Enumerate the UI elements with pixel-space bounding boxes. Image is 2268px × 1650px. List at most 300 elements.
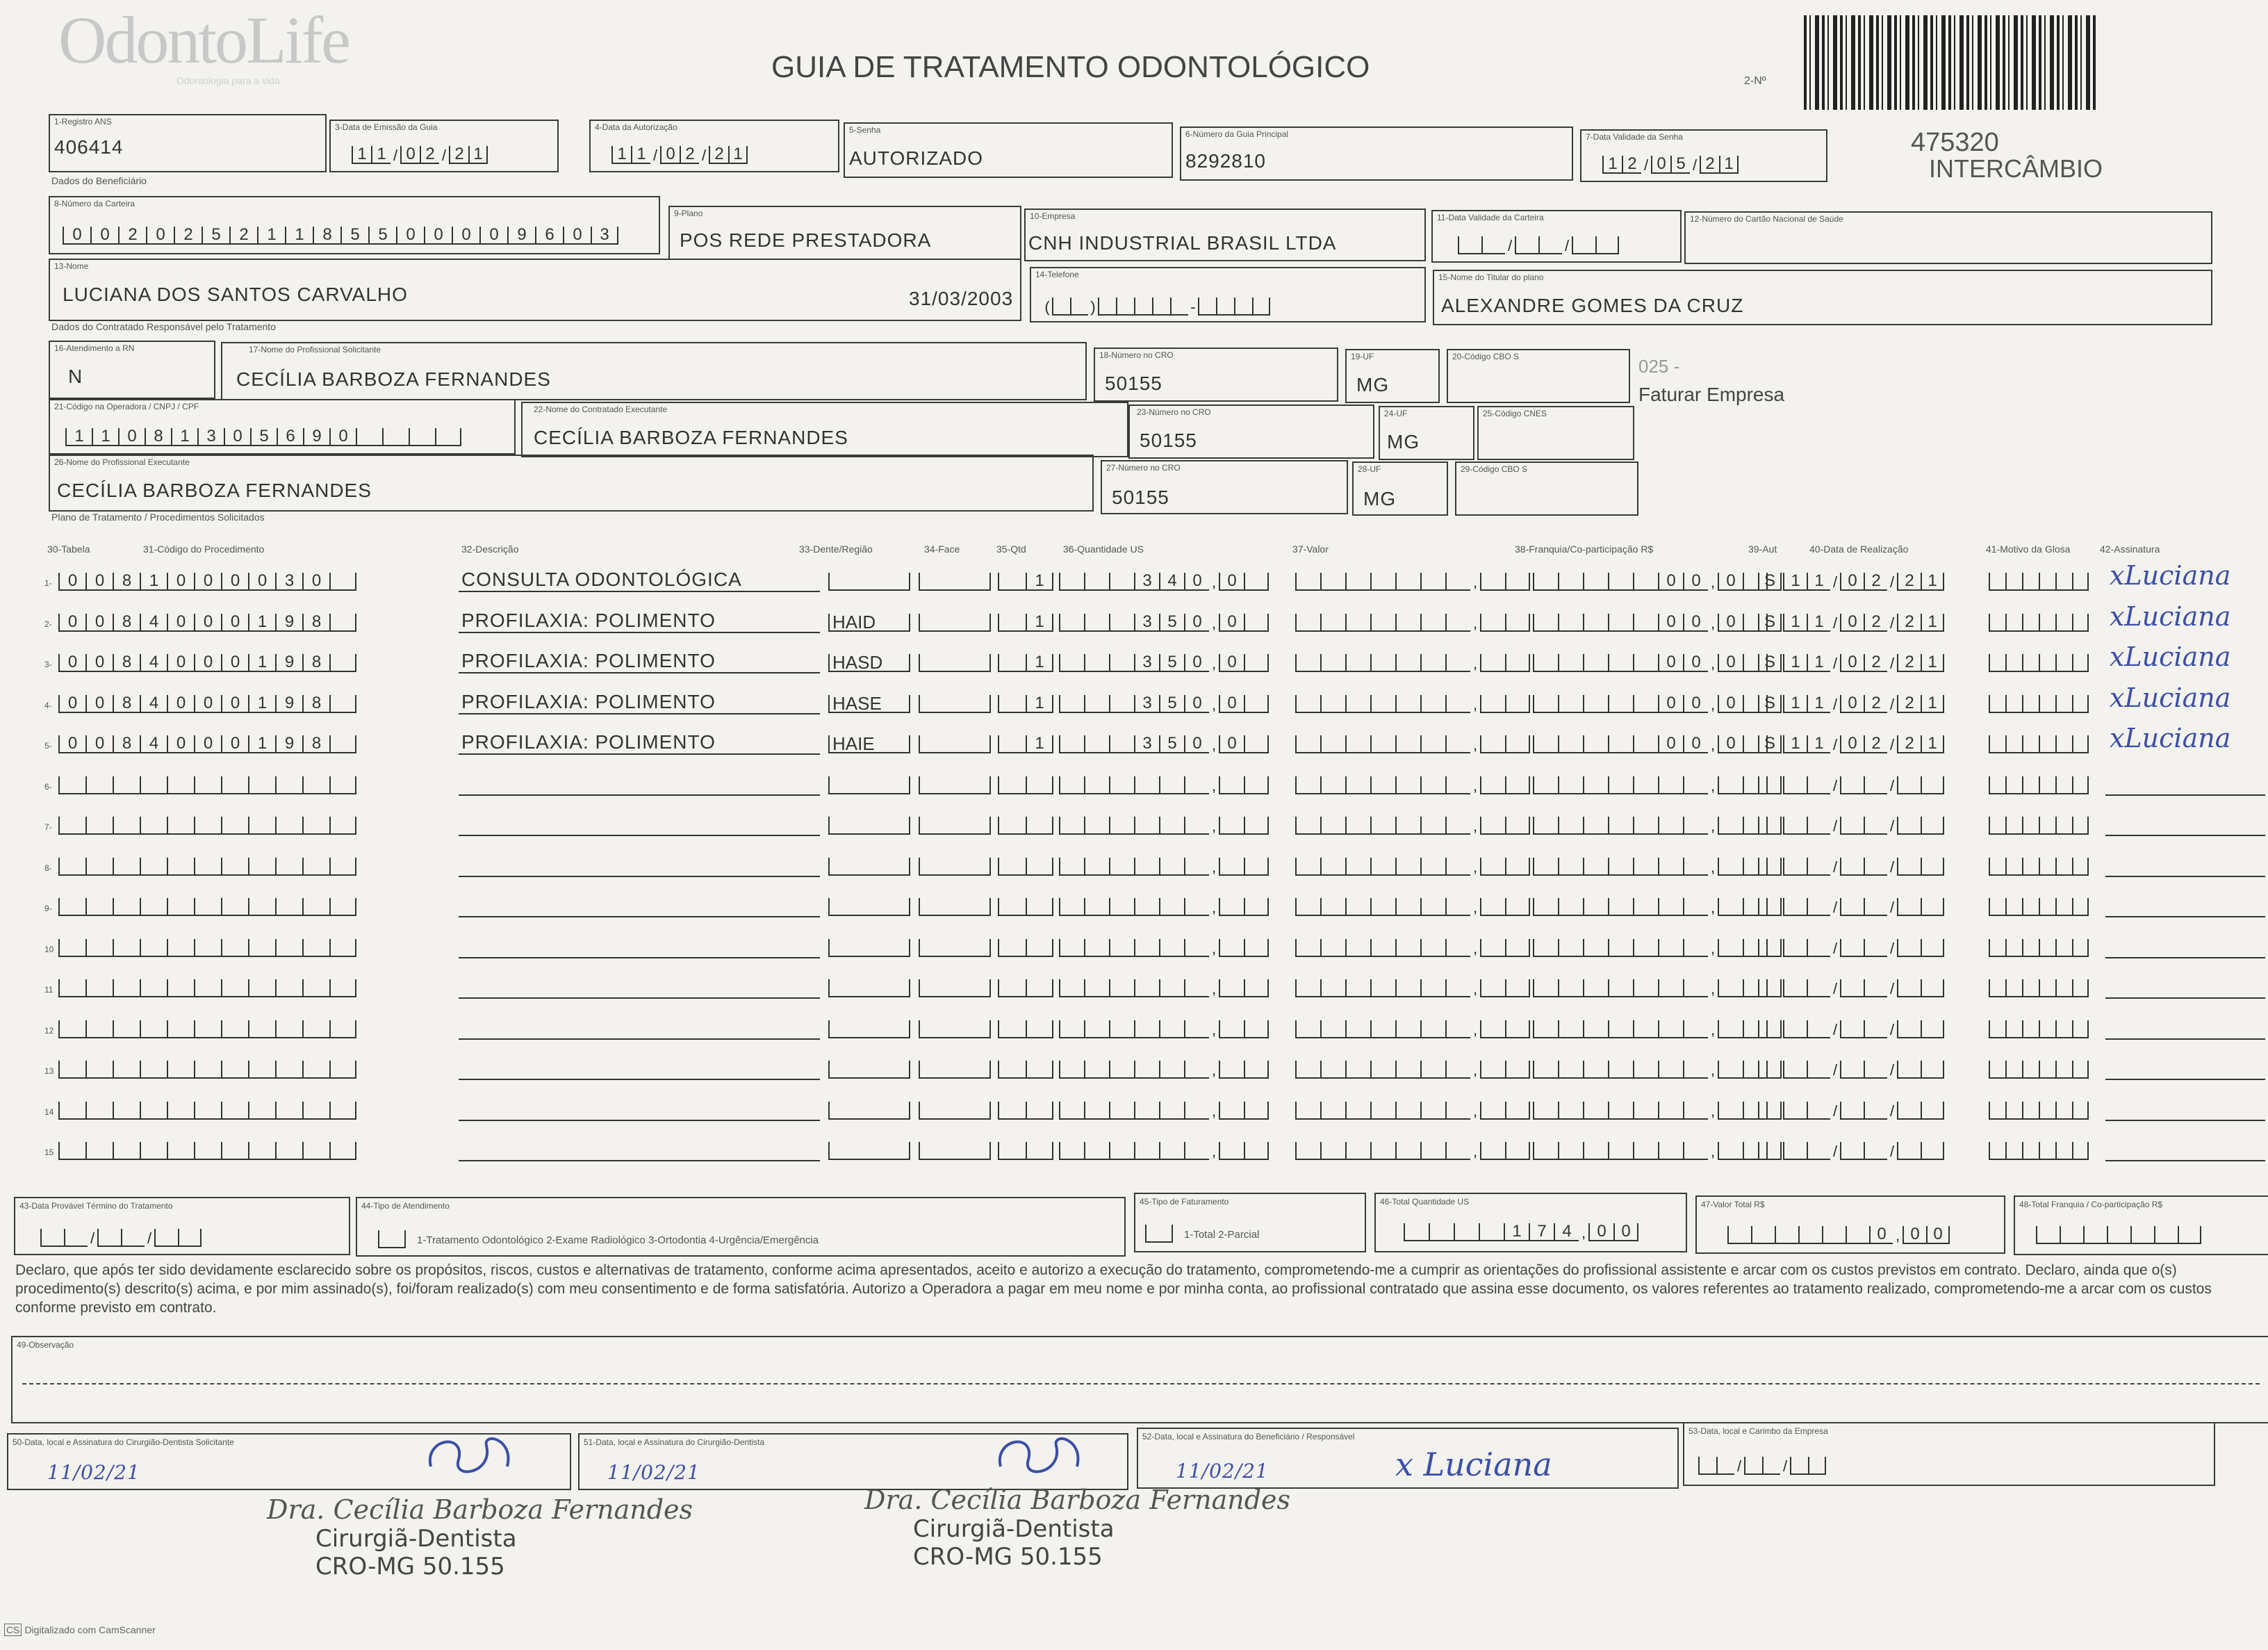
stamp-name: Dra. Cecília Barboza Fernandes [864,1485,1291,1515]
qty-cells [998,898,1053,916]
row-cell: 0 [194,614,221,632]
row-cell [221,858,248,876]
row-cell: 0 [1219,735,1244,753]
field-label: 49-Observação [17,1340,74,1350]
row-cell [194,1102,221,1120]
row-cell [1533,1142,1558,1160]
digit-cell: 0 [563,227,591,245]
row-cell: 1 [140,573,167,591]
row-cell [1059,654,1084,672]
date-cells: / / [40,1229,202,1247]
qty-us-cells: 3 4 0 , 0 [1059,573,1269,591]
row-cell [2055,735,2072,753]
row-cell [1370,1061,1395,1079]
row-number: 3- [44,660,52,669]
row-cell [1059,1142,1084,1160]
row-cell [113,1061,140,1079]
aut-cell [1758,1102,1782,1120]
row-cell [1084,898,1109,916]
row-cell: 0 [58,695,85,713]
row-cell [1295,573,1320,591]
row-cell: 1 [1026,654,1053,672]
row-cell [1084,1142,1109,1160]
row-cell [1633,776,1658,794]
row-cell [1445,1142,1470,1160]
date-cells: 1 1 / 0 2 / 2 1 [611,146,748,164]
row-cell [1184,1061,1209,1079]
field-45-tipo-faturamento [1134,1193,1366,1252]
franquia-cells: , [1533,1061,1768,1079]
row-cell [2039,898,2055,916]
row-cell [1505,735,1530,753]
row-cell [1921,939,1944,957]
row-cell [1370,1142,1395,1160]
row-cell [1395,735,1420,753]
row-cell [1420,573,1445,591]
row-cell [1505,1061,1530,1079]
field-label: 11-Data Validade da Carteira [1437,213,1544,222]
row-cell [1989,898,2005,916]
field-46-total-us [1374,1193,1687,1252]
qty-cells [998,776,1053,794]
row-cell: 0 [1184,614,1209,632]
value-cells: , [1295,695,1530,713]
table-row [0,926,2268,967]
row-cell [2072,735,2089,753]
qty-us-cells: , [1059,1142,1269,1160]
digit-cell: 3 [197,428,224,446]
row-cell [2072,573,2089,591]
date-cells: / / [1783,898,1944,916]
row-cell: 0 [1840,654,1864,672]
row-cell [1505,654,1530,672]
row-cell [1059,898,1084,916]
row-cell: 0 [1683,735,1708,753]
row-cell [1026,1020,1053,1038]
row-cell [1320,858,1345,876]
total-digit: 4 [1554,1223,1579,1241]
row-cell [1897,1102,1921,1120]
row-cell [1109,735,1134,753]
row-cell [1683,1102,1708,1120]
row-cell: 0 [58,573,85,591]
row-cell: 8 [302,695,329,713]
col-qtd: 35-Qtd [996,544,1026,555]
row-cell [1320,776,1345,794]
row-cell [2039,654,2055,672]
aut-cell [1758,858,1782,876]
row-cell [1109,858,1134,876]
row-cell [1533,939,1558,957]
row-cell [1395,817,1420,835]
row-cell [2022,573,2039,591]
glosa-cells [1989,1142,2089,1160]
row-cell [194,898,221,916]
row-cell [1807,1020,1830,1038]
row-cell: 5 [1159,614,1184,632]
row-cell: 2 [1897,573,1921,591]
row-cell [1633,858,1658,876]
row-cell [221,1102,248,1120]
field-label: 9-Plano [674,209,703,218]
row-cell [828,1061,910,1079]
date-digit: 5 [1670,156,1690,174]
row-cell [1159,1102,1184,1120]
row-cell: 0 [1718,573,1743,591]
procedure-code-cells [58,654,356,672]
row-cell [1395,939,1420,957]
row-cell [1480,1020,1505,1038]
row-cell [1184,979,1209,997]
row-cell [919,1142,991,1160]
col-valor: 37-Valor [1292,544,1329,555]
row-cell [329,776,356,794]
row-cell [275,858,302,876]
row-cell [1184,939,1209,957]
row-cell [1320,1020,1345,1038]
row-cell [1059,776,1084,794]
date-cells: / / [1783,858,1944,876]
field-8-carteira [49,196,660,254]
row-cell [1395,776,1420,794]
row-number: 9- [44,904,52,913]
row-cell [1583,735,1608,753]
row-cell: 0 [1718,654,1743,672]
row-cell: 0 [1840,614,1864,632]
row-number: 15 [44,1147,54,1157]
glosa-cells [1989,735,2089,753]
qty-cells [998,695,1053,713]
row-cell [1783,1142,1807,1160]
row-cell [58,1061,85,1079]
row-cell [167,817,194,835]
row-cell [221,1142,248,1160]
row-cell [1320,1102,1345,1120]
row-cell: 1 [1783,573,1807,591]
row-cell [1558,1061,1583,1079]
row-cell: 0 [221,695,248,713]
row-cell [2072,1142,2089,1160]
total-digit: 0 [1869,1226,1893,1244]
total-digit: 0 [1613,1223,1638,1241]
row-cell [1184,858,1209,876]
qty-cells [998,979,1053,997]
row-cell [1244,939,1269,957]
row-cell [2022,695,2039,713]
row-cell [919,898,991,916]
row-cell [1395,573,1420,591]
col-dente: 33-Dente/Região [799,544,873,555]
row-cell: 0 [58,735,85,753]
total-digit: 1 [1504,1223,1529,1241]
row-number: 8- [44,863,52,873]
birth-date: 31/03/2003 [909,288,1014,309]
phone-cells: ( ) - [1042,297,1270,316]
row-cell [919,1102,991,1120]
row-cell [58,979,85,997]
row-cell [1608,573,1633,591]
row-cell: 0 [248,573,275,591]
row-cell [1445,858,1470,876]
row-cell [1420,776,1445,794]
digit-cell: 0 [146,227,174,245]
row-cell [329,695,356,713]
date-cells: 1 1 / 0 2 / 2 1 [352,146,488,164]
glosa-cells [1989,1020,2089,1038]
face-cells [919,735,991,753]
row-cell [1445,1102,1470,1120]
row-cell [58,1102,85,1120]
tooth-region-cell [828,1020,910,1038]
option-cell[interactable] [1145,1225,1173,1243]
date-digit: 2 [449,146,468,164]
face-cells [919,898,991,916]
row-cell [1840,1061,1864,1079]
digit-cell: 3 [591,227,618,245]
row-cell: S [1758,614,1782,632]
row-cell [1608,898,1633,916]
row-cell [113,1020,140,1038]
row-cell [1295,898,1320,916]
field-6-guia-principal [1180,126,1573,181]
row-cell [1658,817,1683,835]
row-cell [1683,898,1708,916]
row-cell [1758,1061,1782,1079]
row-cell [1583,1061,1608,1079]
field-label: 7-Data Validade da Senha [1586,132,1683,142]
row-cell [1445,654,1470,672]
value-cells: , [1295,1020,1530,1038]
row-cell [1295,939,1320,957]
field-24-uf [1379,406,1474,460]
row-cell [1084,735,1109,753]
row-cell [1026,939,1053,957]
field-5-senha [844,122,1173,178]
row-cell [275,979,302,997]
date-cells: / / [1698,1457,1826,1475]
row-cell: 0 [85,654,113,672]
row-cell [221,1020,248,1038]
field-label: 44-Tipo de Atendimento [361,1201,450,1211]
row-cell [2072,939,2089,957]
franquia-cells: , [1533,1142,1768,1160]
row-cell [2072,898,2089,916]
row-cell [1026,979,1053,997]
row-cell [1718,1020,1743,1038]
row-cell: 8 [113,614,140,632]
row-cell [1370,979,1395,997]
row-cell: 0 [1683,573,1708,591]
row-cell [1026,1061,1053,1079]
date-cells: / / [1783,979,1944,997]
franquia-cells: , [1533,979,1768,997]
row-cell [1807,898,1830,916]
row-cell [1109,776,1134,794]
row-cell [194,858,221,876]
row-cell [919,695,991,713]
row-cell [1159,939,1184,957]
franquia-cells [2036,1226,2201,1244]
row-cell [329,735,356,753]
digit-cell: 0 [90,227,118,245]
row-cell: 1 [248,614,275,632]
row-cell [1345,1061,1370,1079]
row-cell [1445,817,1470,835]
field-49-observacao[interactable] [11,1336,2268,1423]
row-cell [998,776,1026,794]
row-cell [2039,1061,2055,1079]
field-26-profissional-executante [49,455,1094,512]
face-cells [919,1061,991,1079]
date-cells: / / [1783,1020,1944,1038]
row-cell [221,939,248,957]
row-cell [248,979,275,997]
face-cells [919,695,991,713]
row-cell: 0 [1184,573,1209,591]
row-cell: S [1758,654,1782,672]
section-title-beneficiario: Dados do Beneficiário [51,175,147,186]
row-cell [1480,1142,1505,1160]
row-cell [1608,776,1633,794]
field-value: CECÍLIA BARBOZA FERNANDES [236,368,551,390]
row-cell [2005,695,2022,713]
row-cell [248,1020,275,1038]
patient-signature: xLuciana [2110,682,2231,713]
franquia-cells: , [1533,939,1768,957]
option-cell[interactable] [378,1230,406,1248]
row-cell [1159,1142,1184,1160]
declaration-text: Declaro, que após ter sido devidamente esclarecido sobre os propósitos, riscos, custos e alternativas de tratamento, conforme acima apresentados, aceito e autorizo a execução do tratamento, comprometendo-me a cumprir as orientações do profissional assistente e arcar com os custos previstos em contrato. Declaro, ainda que o(s) procedimento(s) descrito(s) acima, e por mim assinado(s), foi/foram realizado(s) com meu consentimento e de forma satisfatória. Autorizo a Operadora a pagar em meu nome e por minha conta, ao profissional contratado que assina esse documento, os valores referentes ao tratamento realizado, comprometendo-me a arcar com os custos conforme previsto em contrato. [15,1262,2212,1316]
digit-cell: 0 [424,227,452,245]
row-cell [998,695,1026,713]
row-cell [1445,979,1470,997]
row-cell: 3 [1134,735,1159,753]
row-cell [194,1061,221,1079]
row-cell [1295,858,1320,876]
row-cell [1345,979,1370,997]
row-cell [1370,858,1395,876]
row-cell [1840,979,1864,997]
face-cells [919,817,991,835]
procedure-code-cells [58,817,356,835]
row-cell [2005,979,2022,997]
table-row [0,723,2268,764]
row-cell [1897,858,1921,876]
row-cell [2055,1142,2072,1160]
row-cell [998,979,1026,997]
row-cell [85,1142,113,1160]
valor-total-cells: 0 , 0 0 [1727,1226,1950,1244]
row-cell [329,1020,356,1038]
row-cell: 1 [1783,654,1807,672]
row-cell [2022,1061,2039,1079]
procedure-code-cells [58,573,356,591]
row-cell [85,939,113,957]
row-cell [1533,979,1558,997]
qty-cells [998,735,1053,753]
row-cell [1807,1102,1830,1120]
date-cells: / / [1783,939,1944,957]
row-cell: 8 [113,654,140,672]
franquia-cells: 0 0 , 0 [1533,654,1768,672]
row-cell [1184,1142,1209,1160]
row-cell [919,654,991,672]
row-cell: 0 [1184,735,1209,753]
qty-us-cells: , [1059,858,1269,876]
table-row [0,1048,2268,1089]
row-cell [1989,1142,2005,1160]
patient-signature: xLuciana [2110,560,2231,591]
row-cell [1134,1142,1159,1160]
row-cell [194,939,221,957]
row-cell: 1 [1783,735,1807,753]
row-cell [1840,898,1864,916]
row-cell [1505,939,1530,957]
row-cell [1480,1102,1505,1120]
face-cells [919,1020,991,1038]
value-cells: , [1295,898,1530,916]
row-cell: 8 [302,614,329,632]
row-cell [1583,614,1608,632]
row-cell [1219,858,1244,876]
row-cell [1897,1020,1921,1038]
row-cell [828,1020,910,1038]
row-cell [1320,573,1345,591]
digit-cell: 2 [174,227,202,245]
row-cell [1109,573,1134,591]
row-cell [1558,735,1583,753]
row-cell: 0 [1683,614,1708,632]
qty-cells [998,939,1053,957]
total-digit: 0 [1903,1226,1926,1244]
row-cell [1059,614,1084,632]
row-cell [1921,1142,1944,1160]
row-cell [1219,1102,1244,1120]
patient-signature: xLuciana [2110,601,2231,632]
procedure-code-cells [58,1061,356,1079]
date-digit: 1 [611,146,631,164]
value-cells: , [1295,1061,1530,1079]
row-cell [1864,776,1887,794]
row-cell [2072,1020,2089,1038]
digit-cell: 1 [92,428,118,446]
digit-cell: 5 [202,227,229,245]
row-cell [1445,695,1470,713]
row-cell [1783,979,1807,997]
date-digit: 2 [1622,156,1641,174]
field-label: 13-Nome [54,261,89,271]
row-cell [1505,776,1530,794]
field-value: 406414 [54,136,124,158]
row-cell: 4 [140,654,167,672]
row-cell [1897,1142,1921,1160]
row-cell [1320,817,1345,835]
row-cell [828,939,910,957]
aut-cell [1758,614,1782,632]
row-cell [1059,1020,1084,1038]
options-text: 1-Total 2-Parcial [1184,1229,1260,1241]
row-cell [828,1102,910,1120]
date-digit: 1 [1719,156,1739,174]
row-cell: 5 [1159,735,1184,753]
row-cell: S [1758,695,1782,713]
field-label: 21-Código na Operadora / CNPJ / CPF [54,402,199,411]
digit-cell: 5 [368,227,396,245]
row-cell: 0 [1683,695,1708,713]
table-row [0,560,2268,601]
row-cell [1921,776,1944,794]
row-cell: 0 [167,654,194,672]
